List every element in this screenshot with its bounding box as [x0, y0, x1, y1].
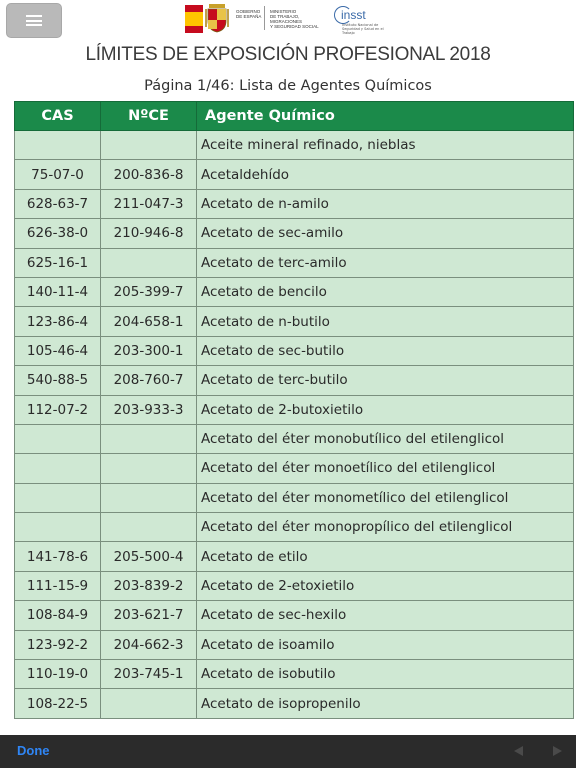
table-row[interactable] — [15, 660, 574, 689]
menu-button[interactable] — [6, 3, 62, 38]
agent-name-cell: Acetato de 2-butoxietilo — [197, 395, 574, 424]
cas-cell — [15, 454, 101, 483]
insst-subtitle: Instituto Nacional de Seguridad y Salud en el Trabajo — [342, 23, 384, 35]
header-ce: NºCE — [101, 102, 197, 131]
agent-name-cell: Acetato de n-butilo — [197, 307, 574, 336]
table-header-row — [15, 102, 574, 131]
agent-name-cell: Acetato de isopropenilo — [197, 689, 574, 718]
table-row[interactable] — [15, 483, 574, 512]
agent-name-cell: Acetato del éter monoetílico del etilenglicol — [197, 454, 574, 483]
agent-name-cell: Acetato del éter monobutílico del etilenglicol — [197, 424, 574, 453]
table-row[interactable] — [15, 336, 574, 365]
agent-name-cell: Acetato de isobutilo — [197, 660, 574, 689]
gov-logo-text — [236, 9, 261, 19]
spain-flag-icon — [185, 5, 203, 33]
cas-cell — [15, 131, 101, 160]
agents-table — [14, 101, 574, 719]
ce-cell: 203-621-7 — [101, 601, 197, 630]
table-row[interactable] — [15, 219, 574, 248]
table-row[interactable] — [15, 366, 574, 395]
cas-cell: 110-19-0 — [15, 660, 101, 689]
ministry-line1: MINISTERIO — [270, 9, 297, 14]
insst-name: insst — [341, 8, 366, 22]
cas-cell: 112-07-2 — [15, 395, 101, 424]
ce-cell — [101, 131, 197, 160]
agent-name-cell: Acetato de terc-butilo — [197, 366, 574, 395]
table-row[interactable] — [15, 395, 574, 424]
agent-name-cell: Acetaldehído — [197, 160, 574, 189]
ce-cell: 210-946-8 — [101, 219, 197, 248]
cas-cell — [15, 483, 101, 512]
ce-cell: 200-836-8 — [101, 160, 197, 189]
ce-cell — [101, 513, 197, 542]
agent-name-cell: Acetato del éter monopropílico del etilenglicol — [197, 513, 574, 542]
cas-cell: 625-16-1 — [15, 248, 101, 277]
table-row[interactable] — [15, 189, 574, 218]
page-title: LÍMITES DE EXPOSICIÓN PROFESIONAL 2018 — [85, 44, 491, 65]
cas-cell: 123-86-4 — [15, 307, 101, 336]
cas-cell: 105-46-4 — [15, 336, 101, 365]
ministry-line2: DE TRABAJO, MIGRACIONES — [270, 14, 303, 24]
table-row[interactable] — [15, 307, 574, 336]
agent-name-cell: Acetato de terc-amilo — [197, 248, 574, 277]
table-row[interactable] — [15, 601, 574, 630]
cas-cell — [15, 424, 101, 453]
logo-divider — [264, 6, 265, 30]
cas-cell: 141-78-6 — [15, 542, 101, 571]
ce-cell: 203-300-1 — [101, 336, 197, 365]
ce-cell: 204-658-1 — [101, 307, 197, 336]
ce-cell: 203-745-1 — [101, 660, 197, 689]
cas-cell: 123-92-2 — [15, 630, 101, 659]
cas-cell: 626-38-0 — [15, 219, 101, 248]
cas-cell: 108-22-5 — [15, 689, 101, 718]
bottom-toolbar — [0, 735, 576, 768]
table-row[interactable] — [15, 542, 574, 571]
agent-name-cell: Acetato de isoamilo — [197, 630, 574, 659]
ce-cell — [101, 248, 197, 277]
cas-cell: 140-11-4 — [15, 277, 101, 306]
agent-name-cell: Acetato de n-amilo — [197, 189, 574, 218]
header-agent: Agente Químico — [197, 102, 574, 131]
ce-cell: 205-399-7 — [101, 277, 197, 306]
cas-cell: 111-15-9 — [15, 571, 101, 600]
table-row[interactable] — [15, 131, 574, 160]
hamburger-menu-icon — [26, 15, 42, 26]
ce-cell: 204-662-3 — [101, 630, 197, 659]
ce-cell: 203-933-3 — [101, 395, 197, 424]
logo-spain-flag — [185, 2, 203, 36]
agent-name-cell: Acetato de 2-etoxietilo — [197, 571, 574, 600]
ce-cell — [101, 424, 197, 453]
agent-name-cell: Acetato de sec-hexilo — [197, 601, 574, 630]
coat-of-arms-icon — [204, 3, 230, 33]
table-row[interactable] — [15, 689, 574, 718]
ce-cell: 205-500-4 — [101, 542, 197, 571]
ministry-line3: Y SEGURIDAD SOCIAL — [270, 24, 319, 29]
ce-cell — [101, 689, 197, 718]
done-button[interactable]: Done — [17, 743, 50, 758]
table-row[interactable] — [15, 571, 574, 600]
table-row[interactable] — [15, 454, 574, 483]
table-row[interactable] — [15, 160, 574, 189]
gov-line2: DE ESPAÑA — [236, 14, 262, 19]
next-page-icon[interactable] — [553, 746, 562, 756]
table-row[interactable] — [15, 248, 574, 277]
ce-cell — [101, 483, 197, 512]
page-subtitle: Página 1/46: Lista de Agentes Químicos — [144, 78, 432, 94]
prev-page-icon[interactable] — [514, 746, 523, 756]
agent-name-cell: Acetato de sec-amilo — [197, 219, 574, 248]
ce-cell: 203-839-2 — [101, 571, 197, 600]
table-row[interactable] — [15, 630, 574, 659]
ce-cell: 208-760-7 — [101, 366, 197, 395]
cas-cell: 628-63-7 — [15, 189, 101, 218]
table-row[interactable] — [15, 424, 574, 453]
cas-cell: 540-88-5 — [15, 366, 101, 395]
ministry-logo-text — [270, 9, 330, 29]
agent-name-cell: Acetato de etilo — [197, 542, 574, 571]
gov-line1: GOBIERNO — [236, 9, 261, 14]
table-row[interactable] — [15, 277, 574, 306]
agent-name-cell: Acetato del éter monometílico del etilenglicol — [197, 483, 574, 512]
cas-cell — [15, 513, 101, 542]
ce-cell: 211-047-3 — [101, 189, 197, 218]
header-cas: CAS — [15, 102, 101, 131]
ce-cell — [101, 454, 197, 483]
cas-cell: 108-84-9 — [15, 601, 101, 630]
table-row[interactable] — [15, 513, 574, 542]
insst-logo — [334, 4, 394, 34]
agent-name-cell: Acetato de sec-butilo — [197, 336, 574, 365]
agent-name-cell: Acetato de bencilo — [197, 277, 574, 306]
cas-cell: 75-07-0 — [15, 160, 101, 189]
agent-name-cell: Aceite mineral refinado, nieblas — [197, 131, 574, 160]
